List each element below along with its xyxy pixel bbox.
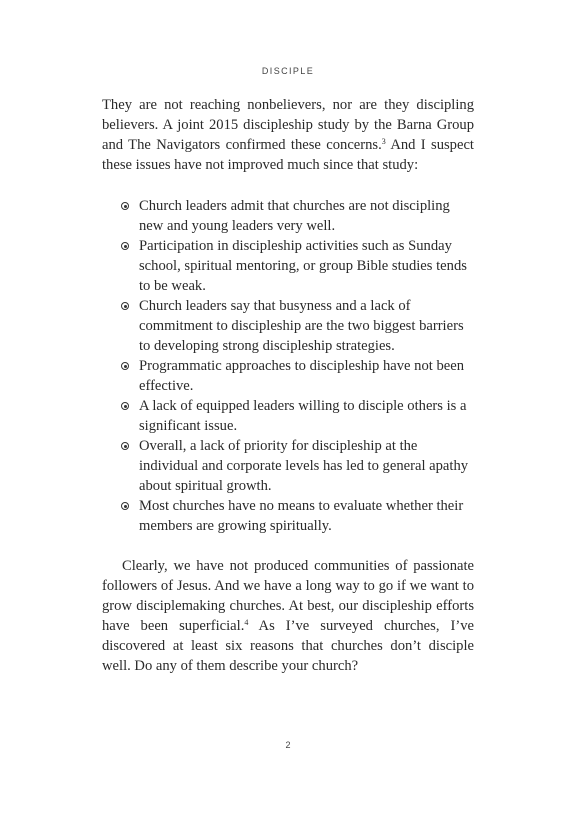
list-item-text: Church leaders admit that churches are not discipling new and young leaders very well.: [139, 198, 450, 234]
paragraph-conclusion: [102, 556, 474, 676]
list-item: [118, 396, 472, 436]
circled-dot-bullet-icon: [121, 362, 129, 370]
circled-dot-bullet-icon: [121, 442, 129, 450]
list-item: [118, 196, 472, 236]
page-number: 2: [285, 740, 291, 750]
list-item: [118, 436, 472, 496]
list-item: [118, 496, 472, 536]
circled-dot-bullet-icon: [121, 202, 129, 210]
list-item: [118, 296, 472, 356]
paragraph-conclusion-text-cont: As I’ve surveyed churches, I’ve discovered at least six reasons that churches don’t disciple well. Do any of them describe your church?: [102, 618, 474, 674]
list-item: [118, 236, 472, 296]
list-item-text: Most churches have no means to evaluate whether their members are growing spiritually.: [139, 498, 464, 534]
list-item-text: Overall, a lack of priority for discipleship at the individual and corporate levels has led to general apathy about spiritual growth.: [139, 438, 469, 494]
findings-list: [118, 196, 472, 536]
circled-dot-bullet-icon: [121, 402, 129, 410]
paragraph-intro-text-cont: And I suspect these issues have not improved much since that study:: [102, 137, 474, 173]
footnote-ref-4: 4: [244, 618, 249, 627]
list-item-text: A lack of equipped leaders willing to disciple others is a significant issue.: [139, 398, 467, 434]
paragraph-intro: [102, 95, 474, 175]
circled-dot-bullet-icon: [121, 502, 129, 510]
paragraph-intro-text: They are not reaching nonbelievers, nor are they discipling believers. A joint 2015 discipleship study by the Barna Group and The Navigators confirmed these concerns.: [102, 97, 474, 153]
running-head: DISCIPLE: [261, 66, 315, 76]
list-item-text: Programmatic approaches to discipleship have not been effective.: [139, 358, 465, 394]
list-item-text: Church leaders say that busyness and a lack of commitment to discipleship are the two biggest barriers to developing strong discipleship strategies.: [139, 298, 464, 354]
circled-dot-bullet-icon: [121, 302, 129, 310]
list-item-text: Participation in discipleship activities such as Sunday school, spiritual mentoring, or group Bible studies tends to be weak.: [139, 238, 467, 294]
footnote-ref-3: 3: [381, 137, 386, 146]
circled-dot-bullet-icon: [121, 242, 129, 250]
paragraph-conclusion-text: Clearly, we have not produced communities of passionate followers of Jesus. And we have a long way to go if we want to grow disciplemaking churches. At best, our discipleship efforts have been superficial.: [102, 558, 474, 634]
list-item: [118, 356, 472, 396]
